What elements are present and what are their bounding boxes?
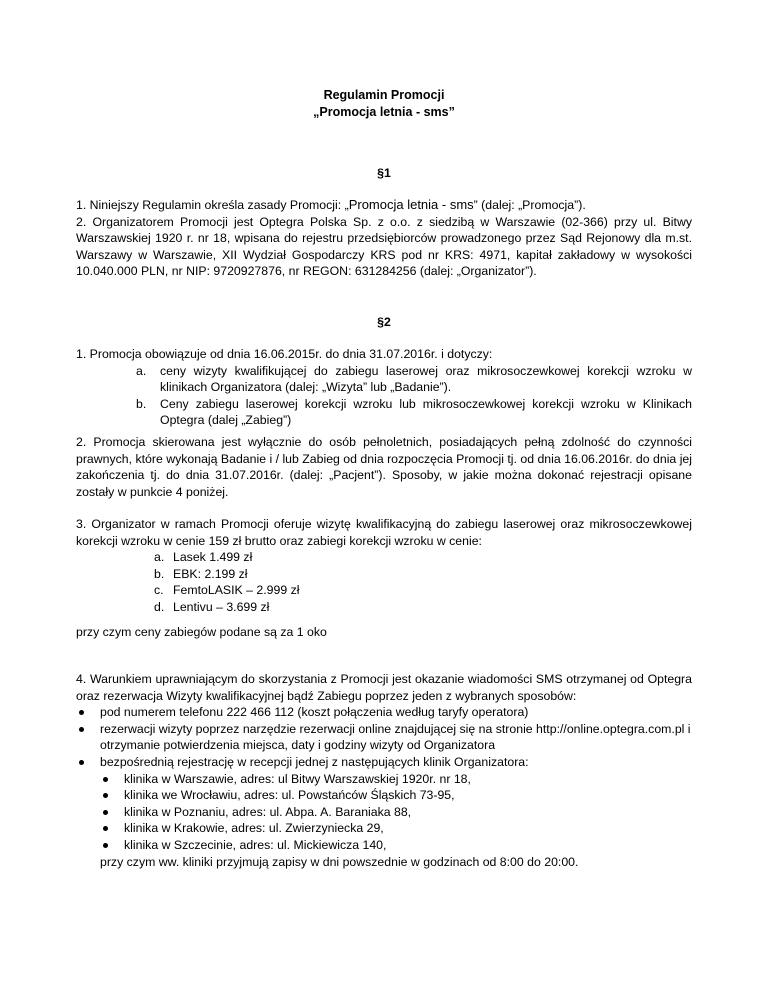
bullet-icon [103, 777, 108, 782]
price-item-lasek [154, 549, 692, 566]
section-2-point-4 [76, 671, 692, 870]
option-phone [76, 704, 692, 721]
clinic-text: klinika w Poznaniu, adres: ul. Abpa. A. Baraniaka 88, [124, 804, 412, 819]
list-item-text: Ceny zabiegu laserowej korekcji wzroku lub mikrosoczewkowej korekcji wzroku w Klinikach Optegra (dalej „Zabieg”) [160, 396, 692, 428]
price-note: przy czym ceny zabiegów podane są za 1 oko [76, 625, 327, 639]
price-item-femtolasik [154, 582, 692, 599]
bullet-icon [103, 843, 108, 848]
promo-name: Promocja letnia - sms [348, 197, 474, 212]
clinic-text: klinika we Wrocławiu, adres: ul. Powstańców Śląskich 73-95, [124, 788, 455, 803]
section-2-point-3 [76, 516, 692, 616]
clinic-poznan [100, 804, 692, 821]
bullet-icon [103, 793, 108, 798]
price-item-ebk [154, 566, 692, 583]
point-1-item-b [130, 396, 692, 429]
point-1-item-a [130, 363, 692, 396]
section-2-point-2: 2. Promocja skierowana jest wyłącznie do osób pełnoletnich, posiadających pełną zdolność do czynności prawnych, które wykonają Badanie i / lub Zabieg od dnia rozpoczęcia Promocji tj. od dnia 16.06.2016r. do dnia jej zakończenia tj. do dnia 31.07.2016r. (dalej: „Pacjent”). Sposoby, w jakie można dokonać rejestracji opisane zostały w punkcie 4 poniżej. [76, 435, 692, 499]
bullet-icon [79, 760, 84, 765]
option-reception [76, 754, 692, 870]
section-1-heading: §1 [377, 166, 391, 180]
clinic-wroclaw [100, 787, 692, 804]
title-line-1: Regulamin Promocji [323, 88, 445, 102]
bullet-icon [103, 810, 108, 815]
option-online [76, 721, 692, 754]
clinic-szczecin [100, 837, 692, 854]
price-text: Lasek 1.499 zł [173, 550, 253, 565]
list-marker: b. [154, 566, 165, 581]
document-title [76, 87, 692, 121]
point-1-text-b: ” (dalej: „Promocja”). [473, 198, 586, 212]
price-text: EBK: 2.199 zł [173, 566, 248, 581]
section-1-point-1 [76, 197, 692, 214]
point-3-intro: 3. Organizator w ramach Promocji oferuje wizytę kwalifikacyjną do zabiegu laserowej oraz mikrosoczewkowej korekcji wzroku w cenie 159 zł brutto oraz zabiegi korekcji wzroku w cenie: [76, 517, 692, 548]
bullet-icon [103, 826, 108, 831]
clinic-hours-note: przy czym ww. kliniki przyjmują zapisy w dni powszednie w godzinach od 8:00 do 20:00. [100, 854, 579, 869]
clinic-text: klinika w Szczecinie, adres: ul. Mickiewicza 140, [124, 837, 387, 852]
section-1-point-2: 2. Organizatorem Promocji jest Optegra Polska Sp. z o.o. z siedzibą w Warszawie (02-366) przy ul. Bitwy Warszawskiej 1920 r. nr 18, wpisana do rejestru przedsiębiorców prowadzonego przez Sąd Rejonowy dla m.st. Warszawy w Warszawie, XII Wydział Gospodarczy KRS pod nr KRS: 4971, kapitał zakładowy w wysokości 10.040.000 PLN, nr NIP: 9720927876, nr REGON: 631284256 (dalej: „Organizator”). [76, 214, 692, 279]
list-marker: a. [136, 363, 147, 378]
clinic-warszawa [100, 771, 692, 788]
bullet-icon [79, 710, 84, 715]
point-1-list [76, 363, 692, 429]
list-marker: c. [154, 583, 164, 598]
section-2-point-1 [76, 346, 692, 429]
bullet-text: rezerwacji wizyty poprzez narzędzie rezerwacji online znajdującej się na stronie http://online.optegra.com.pl i otrzymanie potwierdzenia miejsca, daty i godziny wizyty od Organizatora [100, 721, 691, 753]
clinic-text: klinika w Warszawie, adres: ul Bitwy Warszawskiej 1920r. nr 18, [124, 771, 471, 786]
section-2-heading: §2 [377, 315, 391, 329]
list-item-text: ceny wizyty kwalifikującej do zabiegu laserowej oraz mikrosoczewkowej korekcji wzroku w klinikach Organizatora (dalej: „Wizyta” lub „Badanie”). [160, 363, 692, 395]
point-1-text-a: 1. Niniejszy Regulamin określa zasady Promocji: „ [76, 198, 349, 212]
list-marker: b. [136, 396, 147, 411]
list-marker: a. [154, 550, 165, 565]
price-item-lentivu [154, 599, 692, 616]
section-1-body [76, 197, 692, 280]
point-4-intro: 4. Warunkiem uprawniającym do skorzystania z Promocji jest okazanie wiadomości SMS otrzymanej od Optegra oraz rezerwacja Wizyty kwalifikacyjnej bądź Zabiegu poprzez jeden z wybranych sposobów: [76, 672, 692, 703]
price-text: Lentivu – 3.699 zł [173, 599, 270, 614]
bullet-text: bezpośrednią rejestrację w recepcji jednej z następujących klinik Organizatora: [100, 754, 529, 769]
clinic-text: klinika w Krakowie, adres: ul. Zwierzyniecka 29, [124, 821, 384, 836]
price-text: FemtoLASIK – 2.999 zł [173, 583, 300, 598]
list-marker: d. [154, 599, 165, 614]
clinic-krakow [100, 820, 692, 837]
bullet-text: pod numerem telefonu 222 466 112 (koszt połączenia według taryfy operatora) [100, 705, 529, 720]
price-list [76, 549, 692, 615]
bullet-icon [79, 727, 84, 732]
point-1-intro: 1. Promocja obowiązuje od dnia 16.06.2015r. do dnia 31.07.2016r. i dotyczy: [76, 347, 493, 361]
title-line-2: „Promocja letnia - sms” [313, 105, 455, 119]
